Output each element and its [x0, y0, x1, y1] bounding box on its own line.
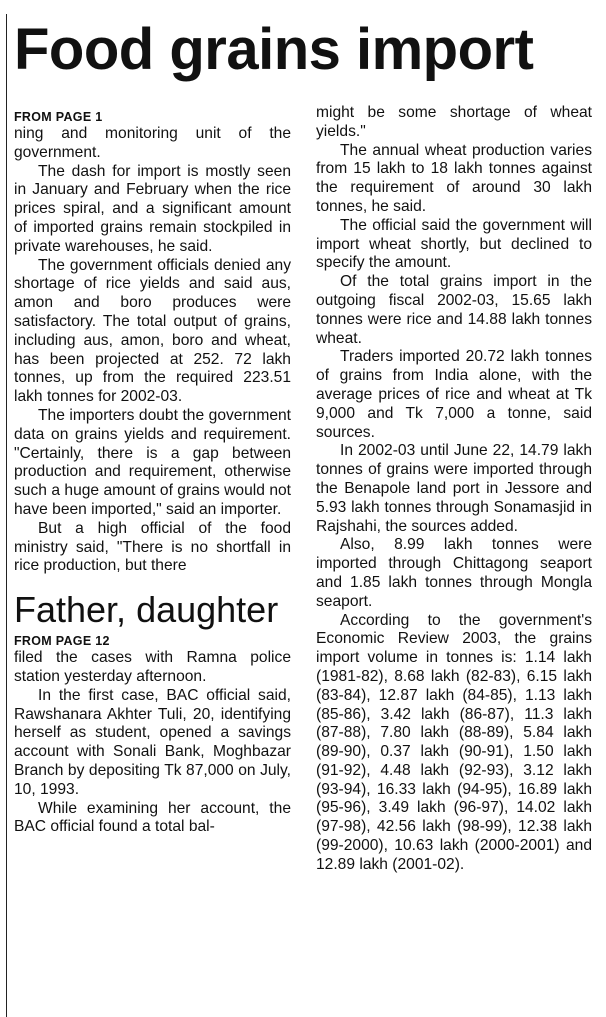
story2-headline: Father, daughter: [14, 589, 279, 631]
right-column: [316, 104, 592, 875]
story2-paragraph: filed the cases with Ramna police station yesterday afternoon.: [14, 649, 291, 685]
story1-continued-paragraph: Traders imported 20.72 lakh tonnes of grains from India alone, with the average prices of rice and wheat at Tk 9,000 and Tk 7,000 a tonne, said sources.: [316, 348, 592, 441]
story1-continued-paragraph: Also, 8.99 lakh tonnes were imported through Chittagong seaport and 1.85 lakh tonnes through Mongla seaport.: [316, 536, 592, 610]
headline: Food grains import: [14, 17, 534, 82]
story2-paragraph: While examining her account, the BAC official found a total bal-: [14, 799, 291, 836]
story2-kicker: FROM PAGE 12: [14, 634, 110, 649]
story1-continued-paragraph: Of the total grains import in the outgoing fiscal 2002-03, 15.65 lakh tonnes were rice and 14.88 lakh tonnes wheat.: [316, 273, 592, 347]
column-rule: [6, 14, 7, 1017]
story1-continued-paragraph: The official said the government will import wheat shortly, but declined to specify the amount.: [316, 216, 592, 272]
story1-continued-paragraph: According to the government's Economic Review 2003, the grains import volume in tonnes is: 1.14 lakh (1981-82), 8.68 lakh (82-83), 6.15 lakh (83-84), 12.87 lakh (84-85), 1.13 lakh (85-86), 3.42 lakh (86-87), 11.3 lakh (87-88), 7.80 lakh (88-89), 5.84 lakh (89-90), 0.37 lakh (90-91), 1.50 lakh (91-92), 4.48 lakh (92-93), 3.12 lakh (93-94), 16.33 lakh (94-95), 16.89 lakh (95-96), 3.49 lakh (96-97), 14.02 lakh (97-98), 42.56 lakh (98-99), 12.38 lakh (99-2000), 10.63 lakh (2000-2001) and 12.89 lakh (2001-02).: [316, 611, 592, 873]
story1-continued-paragraph: might be some shortage of wheat yields.": [316, 104, 592, 140]
story1-paragraph: The importers doubt the government data on grains yields and requirement. "Certainly, there is a gap between production and requirement, otherwise such a huge amount of grains would not have been imported," said an importer.: [14, 406, 291, 518]
story1-continued-paragraph: In 2002-03 until June 22, 14.79 lakh tonnes of grains were imported through the Benapole land port in Jessore and 5.93 lakh tonnes through Sonamasjid in Rajshahi, the sources added.: [316, 442, 592, 535]
story1-paragraph: The dash for import is mostly seen in January and February when the rice prices spiral, and a significant amount of imported grains remain stockpiled in private warehouses, he said.: [14, 162, 291, 255]
story1-paragraph: But a high official of the food ministry said, "There is no shortfall in rice production, but there: [14, 519, 291, 575]
story2-paragraph: In the first case, BAC official said, Rawshanara Akhter Tuli, 20, identifying herself as student, opened a savings account with Sonali Bank, Moghbazar Branch by depositing Tk 87,000 on July, 10, 1993.: [14, 686, 291, 798]
story1-continued-paragraph: The annual wheat production varies from 15 lakh to 18 lakh tonnes against the requirement of around 30 lakh tonnes, he said.: [316, 141, 592, 215]
left-column: [14, 110, 291, 837]
story1-paragraph: The government officials denied any shortage of rice yields and said aus, amon and boro produces were satisfactory. The total output of grains, including aus, amon, boro and wheat, has been projected at 252. 72 lakh tonnes, up from the required 223.51 lakh tonnes for 2002-03.: [14, 256, 291, 406]
story1-paragraph: ning and monitoring unit of the government.: [14, 125, 291, 161]
story1-kicker: FROM PAGE 1: [14, 110, 103, 124]
